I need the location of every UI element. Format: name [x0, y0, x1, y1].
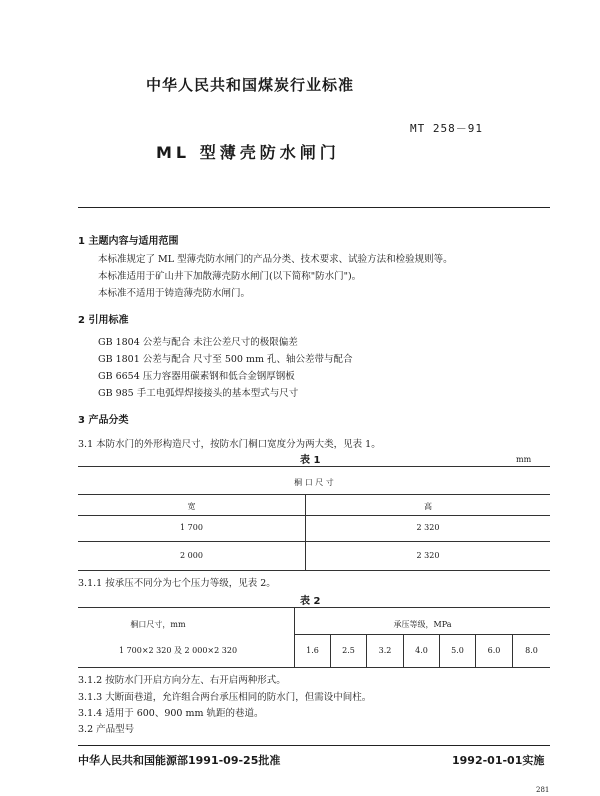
table-2-col1-header: 桐口尺寸，mm: [130, 620, 186, 629]
reference-item: GB 1804 公差与配合 未注公差尺寸的极限偏差: [98, 337, 298, 348]
table-1-unit: mm: [516, 455, 532, 464]
effective-date: 1992-01-01实施: [452, 754, 545, 767]
section-2-heading: 2 引用标准: [78, 315, 129, 326]
reference-item: GB 6654 压力容器用碳素钢和低合金钢厚钢板: [98, 371, 295, 382]
clause-3-2: 3.2 产品型号: [78, 724, 135, 735]
table-rule: [78, 466, 550, 467]
section-3-heading: 3 产品分类: [78, 415, 129, 426]
table-1-col-header-height: 高: [424, 502, 432, 511]
table-rule: [294, 607, 295, 667]
table-rule: [78, 570, 550, 571]
document-title: ML 型薄壳防水闸门: [156, 143, 340, 162]
clause-3-1-2: 3.1.2 按防水门开启方向分左、右开启两种形式。: [78, 675, 286, 686]
table-rule: [78, 607, 550, 608]
section-1-heading: 1 主题内容与适用范围: [78, 236, 179, 247]
pressure-value: 6.0: [487, 646, 501, 655]
approval-line: 中华人民共和国能源部1991-09-25批准: [78, 754, 281, 767]
pressure-value: 1.6: [306, 646, 319, 655]
footer-divider: [78, 745, 550, 746]
clause-3-1-3: 3.1.3 大断面巷道，允许组合两台承压相同的防水门，但需设中间柱。: [78, 692, 372, 703]
table-2-row-label: 1 700×2 320 及 2 000×2 320: [118, 646, 238, 655]
clause-3-1-4: 3.1.4 适用于 600、900 mm 轨距的巷道。: [78, 708, 264, 719]
table-1-col-header-width: 宽: [187, 502, 196, 511]
page-number: 281: [536, 786, 550, 794]
pressure-value: 5.0: [451, 646, 464, 655]
reference-item: GB 1801 公差与配合 尺寸至 500 mm 孔、轴公差带与配合: [98, 354, 353, 365]
table-1-cell: 2 000: [180, 551, 203, 560]
table-1-cell: 2 320: [416, 523, 440, 532]
pressure-value: 8.0: [525, 646, 538, 655]
standard-number: MT 258－91: [410, 122, 483, 135]
pressure-value: 2.5: [342, 646, 355, 655]
table-1-group-header: 桐 口 尺 寸: [294, 478, 334, 487]
table-2-col2-header: 承压等级，MPa: [393, 620, 452, 629]
issuing-organization: 中华人民共和国煤炭行业标准: [146, 76, 355, 94]
table-1-cell: 1 700: [180, 523, 203, 532]
table-rule: [78, 541, 550, 542]
table-1-cell: 2 320: [416, 551, 440, 560]
table-1-caption: 表 1: [300, 455, 321, 466]
table-rule: [78, 515, 550, 516]
section-1-paragraph: 本标准适用于矿山井下加散薄壳防水闸门(以下简称"防水门")。: [98, 271, 362, 282]
pressure-value: 4.0: [415, 646, 428, 655]
table-2-caption: 表 2: [300, 596, 321, 607]
pressure-value: 3.2: [378, 646, 392, 655]
section-1-paragraph: 本标准规定了 ML 型薄壳防水闸门的产品分类、技术要求、试验方法和检验规则等。: [98, 254, 453, 265]
section-1-paragraph: 本标准不适用于铸造薄壳防水闸门。: [98, 288, 251, 299]
clause-3-1: 3.1 本防水门的外形构造尺寸，按防水门桐口宽度分为两大类，见表 1。: [78, 439, 381, 450]
reference-item: GB 985 手工电弧焊焊接接头的基本型式与尺寸: [98, 388, 299, 399]
table-rule: [78, 494, 550, 495]
table-rule: [78, 667, 550, 668]
clause-3-1-1: 3.1.1 按承压不同分为七个压力等级，见表 2。: [78, 578, 276, 589]
header-divider: [78, 207, 550, 208]
